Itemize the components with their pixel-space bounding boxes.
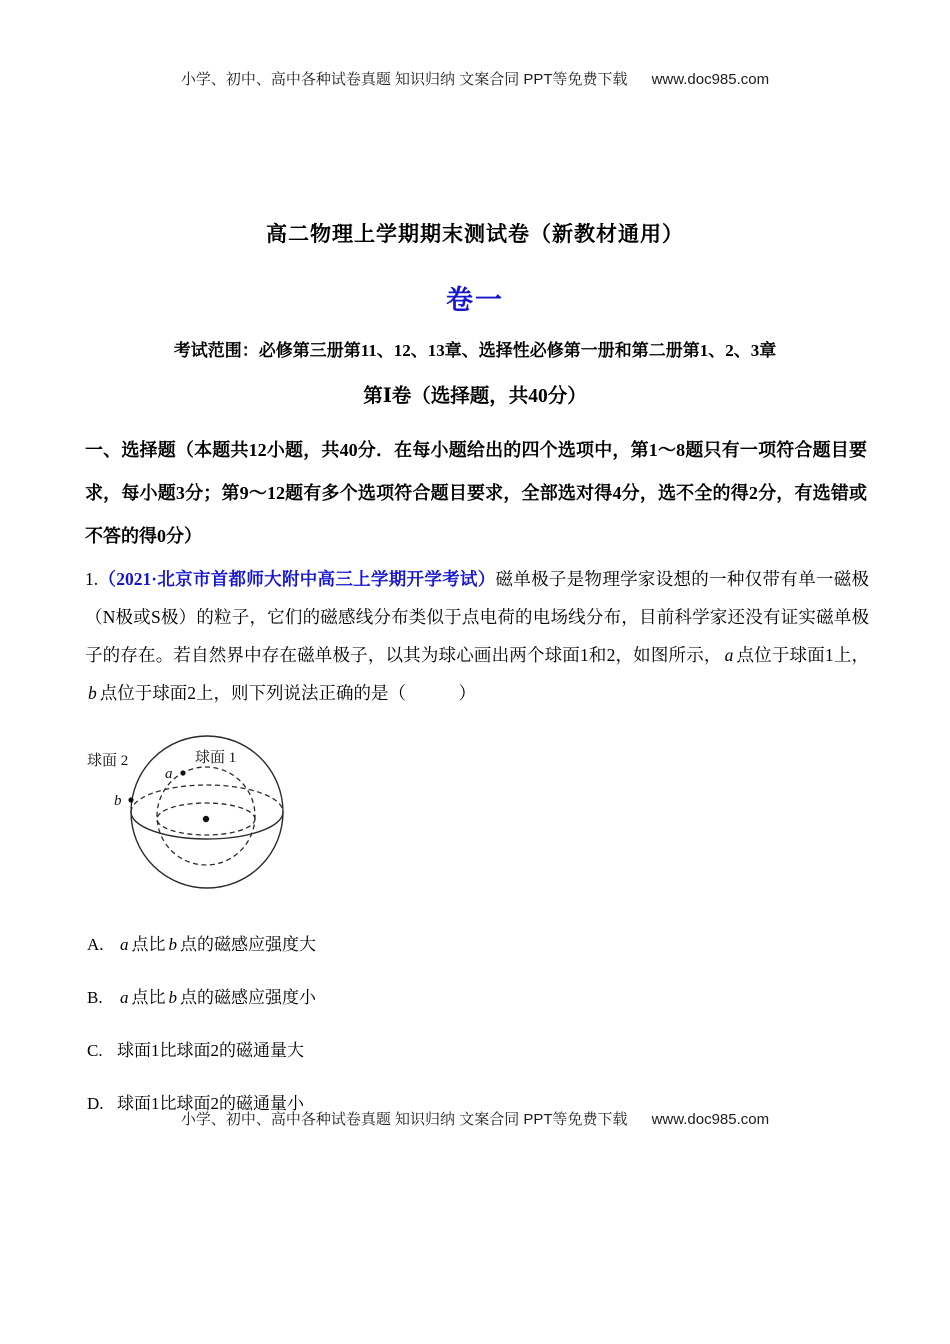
point-b-dot [128, 797, 133, 802]
option-b [87, 983, 787, 1007]
footer-promo-text: 小学、初中、高中各种试卷真题 知识归纳 文案合同 PPT等免费下载 [180, 1111, 628, 1128]
section-heading: 第Ⅰ卷（选择题，共40分） [363, 386, 587, 407]
page-footer [0, 1108, 950, 1129]
question-number: 1. [85, 569, 99, 589]
sphere-1-label: 球面 1 [195, 750, 237, 766]
point-b-label: b [114, 793, 122, 809]
option-b-text: a 点比 b 点的磁感应强度小 [120, 988, 316, 1007]
option-c-text: 球面1比球面2的磁通量大 [117, 1041, 304, 1060]
option-c [87, 1036, 787, 1060]
header-promo-text: 小学、初中、高中各种试卷真题 知识归纳 文案合同 PPT等免费下载 [180, 71, 628, 88]
outer-equator-back-arc [131, 785, 283, 812]
question-text-3: 点位于球面2上，则下列说法正确的是（ ） [99, 683, 476, 703]
page-title: 高二物理上学期期末测试卷（新教材通用） [266, 222, 684, 246]
option-c-letter: C. [87, 1041, 103, 1060]
exam-scope-line: 考试范围：必修第三册第11、12、13章、选择性必修第一册和第二册第1、2、3章 [173, 341, 777, 360]
header-site-url: www.doc985.com [651, 71, 770, 88]
sphere-diagram-svg [85, 732, 307, 904]
sphere-2-label: 球面 2 [87, 753, 129, 769]
question-text-2: 点位于球面1上， [736, 645, 870, 665]
monopole-center-dot [203, 816, 209, 822]
point-a-dot [180, 770, 185, 775]
question-source-citation: （2021·北京市首都师大附中高三上学期开学考试） [98, 569, 496, 589]
option-d-text: 球面1比球面2的磁通量小 [117, 1094, 304, 1113]
question-1-body [85, 560, 869, 712]
question-text-1: 磁单极子是物理学家设想的一种仅带有单一磁极（N极或S极）的粒子，它们的磁感线分布类似于点电荷的电场线分布，目前科学家还没有证实磁单极子的存在。若自然界中存在磁单极子，以其为球心画出两个球面1和2，如图所示， [85, 569, 869, 665]
var-a: a [724, 645, 734, 665]
point-a-label: a [165, 766, 173, 782]
option-a-letter: A. [87, 935, 104, 954]
option-a-text: a 点比 b 点的磁感应强度大 [120, 935, 316, 954]
var-b: b [88, 683, 97, 703]
sphere-diagram [85, 732, 307, 904]
footer-site-url: www.doc985.com [651, 1111, 770, 1128]
option-a [87, 930, 787, 954]
volume-heading: 卷一 [446, 285, 504, 315]
option-d-letter: D. [87, 1094, 104, 1113]
option-b-letter: B. [87, 988, 103, 1007]
section-instructions: 一、选择题（本题共12小题，共40分．在每小题给出的四个选项中，第1～8题只有一项符合题目要求，每小题3分；第9～12题有多个选项符合题目要求，全部选对得4分，选不全的得2分，有选错或不答的得0分） [85, 440, 867, 546]
page-header [0, 68, 950, 89]
